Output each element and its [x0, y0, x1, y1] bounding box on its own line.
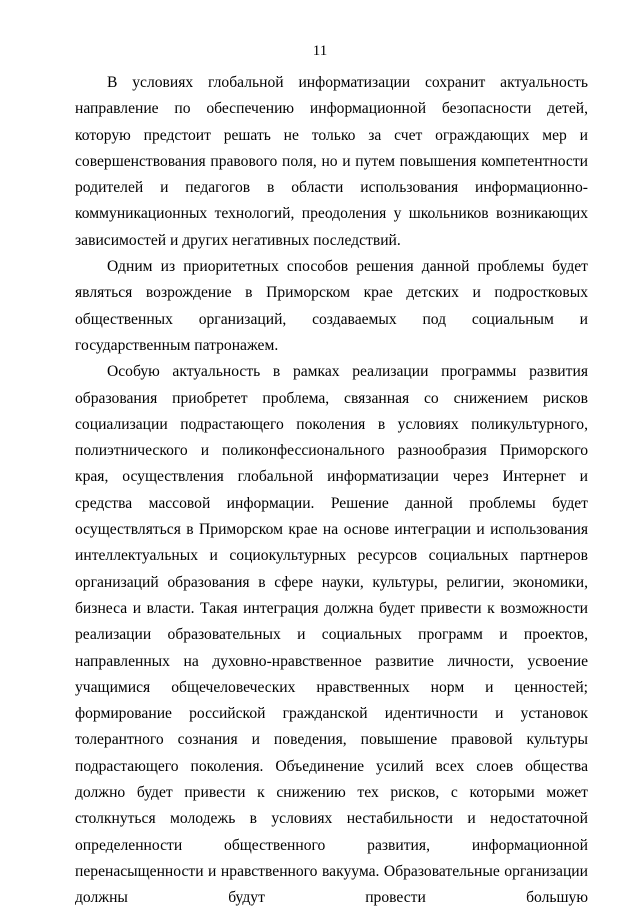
paragraph-socialization-risks: Особую актуальность в рамках реализации программы развития образования приобретет проблема, связанная со снижением рисков социализации подрастающего поколения в условиях поликультурного, полиэтнического и поликонфессионального разнообразия Приморского края, осуществления глобальной информатизации через Интернет и средства массовой информации. Решение данной проблемы будет осуществляться в Приморском крае на основе интеграции и использования интеллектуальных и социокультурных ресурсов социальных партнеров организаций образования в сфере науки, культуры, религии, экономики, бизнеса и власти. Такая интеграция должна будет привести к возможности реализации образовательных и социальных программ и проектов, направленных на духовно-нравственное развитие личности, усвоение учащимися общечеловеческих нравственных норм и ценностей; формирование российской гражданской идентичности и установок толерантного сознания и поведения, повышение правовой культуры подрастающего поколения. Объединение усилий всех слоев общества должно будет привести к снижению тех рисков, с которыми может столкнуться молодежь в условиях нестабильности и недостаточной определенности общественного развития, информационной перенасыщенности и нравственного вакуума. Образовательные организации должны будут провести большую [75, 363, 588, 907]
paragraph-information-security: В условиях глобальной информатизации сохранит актуальность направление по обеспечению информационной безопасности детей, которую предстоит решать не только за счет ограждающих мер и совершенствования правового поля, но и путем повышения компетентности родителей и педагогов в области использования информационно-коммуникационных технологий, преодоления у школьников возникающих зависимостей и других негативных последствий. [75, 74, 588, 249]
page-number: 11 [312, 43, 328, 59]
paragraph-youth-organizations: Одним из приоритетных способов решения данной проблемы будет являться возрождение в Приморском крае детских и подростковых общественных организаций, создаваемых под социальным и государственным патронажем. [75, 258, 588, 354]
document-body [75, 70, 588, 912]
